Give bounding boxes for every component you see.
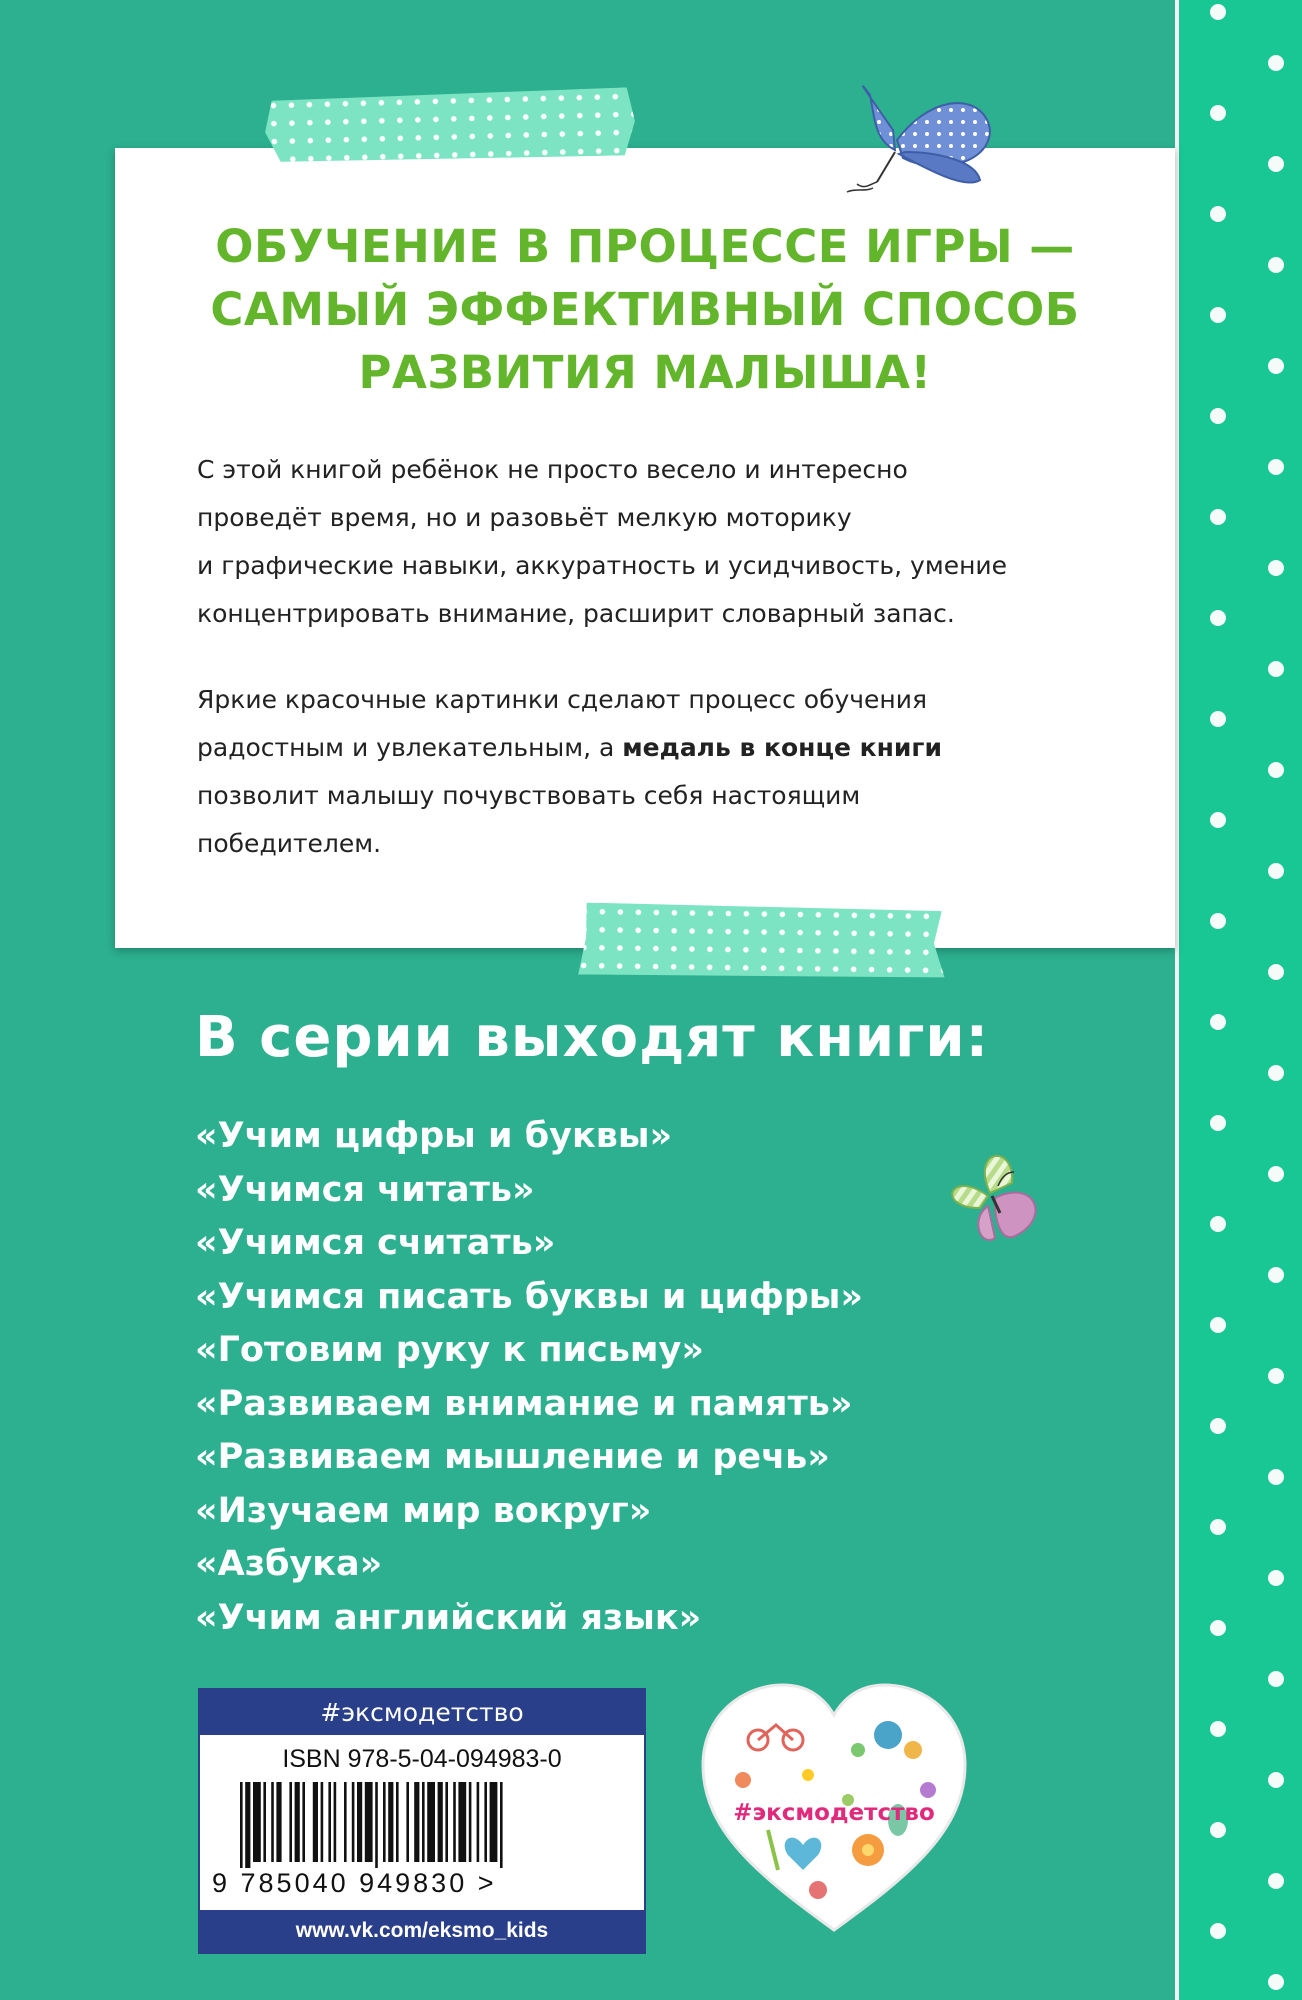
spine-dot <box>1268 863 1284 879</box>
spine-dot <box>1210 711 1226 727</box>
barcode-bar <box>344 1782 347 1862</box>
striped-butterfly-icon <box>940 1148 1050 1253</box>
barcode-bar <box>240 1782 243 1868</box>
tape-top <box>264 87 636 165</box>
heart-badge-icon <box>698 1680 970 1942</box>
spine-dot <box>1210 1216 1226 1232</box>
barcode-bar <box>422 1782 425 1862</box>
barcode-bar <box>427 1782 435 1862</box>
spine-dot <box>1268 964 1284 980</box>
barcode-bar <box>414 1782 419 1862</box>
spine-dot <box>1268 1065 1284 1081</box>
paragraph-line: проведёт время, но и разовьёт мелкую моторику <box>197 503 852 532</box>
headline <box>115 215 1175 404</box>
paragraph-bold-text: медаль в конце книги <box>622 733 942 762</box>
book-title: «Развиваем мышление и речь» <box>195 1437 830 1477</box>
headline-line: САМЫЙ ЭФФЕКТИВНЫЙ СПОСОБ <box>210 283 1080 336</box>
barcode-hashtag: #эксмодетство <box>200 1690 644 1735</box>
spine-dot <box>1268 358 1284 374</box>
blue-butterfly-icon <box>825 80 995 205</box>
barcode-bar <box>406 1782 409 1862</box>
barcode-bar <box>328 1782 331 1862</box>
barcode-bar <box>388 1782 393 1862</box>
barcode-bar <box>445 1782 448 1862</box>
barcode-bar <box>271 1782 274 1862</box>
paragraph-text: радостным и увлекательным, а <box>197 733 623 762</box>
barcode-bar <box>396 1782 399 1862</box>
tape-bottom <box>575 902 946 979</box>
barcode-icon <box>240 1782 610 1868</box>
book-title: «Учимся читать» <box>195 1169 535 1210</box>
barcode-bar <box>276 1782 281 1862</box>
barcode-bar <box>263 1782 266 1862</box>
spine-dot <box>1268 1368 1284 1384</box>
barcode-bar <box>289 1782 292 1862</box>
spine-dot <box>1268 1671 1284 1687</box>
book-title: «Учимся писать буквы и цифры» <box>195 1276 864 1317</box>
book-list <box>195 1110 863 1645</box>
barcode-bar <box>253 1782 261 1862</box>
book-title: «Азбука» <box>195 1544 383 1584</box>
spine-dot <box>1268 1267 1284 1283</box>
paragraph-line: победителем. <box>197 829 382 858</box>
spine-dot <box>1210 812 1226 828</box>
spine-dot <box>1210 1115 1226 1131</box>
spine-dot <box>1210 4 1226 20</box>
spine-dot <box>1268 55 1284 71</box>
paragraph-line <box>197 724 1077 772</box>
barcode-bar <box>469 1782 472 1862</box>
spine-dot <box>1210 206 1226 222</box>
barcode-bar <box>245 1782 250 1868</box>
spine-dot <box>1210 913 1226 929</box>
book-title: «Изучаем мир вокруг» <box>195 1490 652 1531</box>
description-paragraph-1 <box>197 446 1077 638</box>
barcode-bar <box>500 1782 503 1868</box>
headline-line: ОБУЧЕНИЕ В ПРОЦЕССЕ ИГРЫ — <box>215 220 1075 273</box>
spine-dot <box>1268 156 1284 172</box>
headline-line: РАЗВИТИЯ МАЛЫША! <box>358 346 932 399</box>
spine-dot <box>1268 1873 1284 1889</box>
paragraph-line: концентрировать внимание, расширит словарный запас. <box>197 599 955 628</box>
barcode-bar <box>477 1782 480 1862</box>
spine-dot <box>1268 1974 1284 1990</box>
barcode-bar <box>375 1782 378 1868</box>
spine-dot <box>1268 1570 1284 1586</box>
barcode-bar <box>302 1782 305 1862</box>
spine-dot <box>1268 1469 1284 1485</box>
spine-dot <box>1268 1166 1284 1182</box>
paragraph-line: Яркие красочные картинки сделают процесс обучения <box>197 685 928 714</box>
paragraph-line: позволит малышу почувствовать себя настоящим <box>197 781 861 810</box>
barcode-bar <box>484 1782 487 1862</box>
paragraph-line: С этой книгой ребёнок не просто весело и интересно <box>197 455 908 484</box>
spine-dot <box>1268 661 1284 677</box>
barcode-bar <box>352 1782 355 1862</box>
spine-dot <box>1210 105 1226 121</box>
book-title: «Готовим руку к письму» <box>195 1330 704 1370</box>
barcode-bar <box>453 1782 456 1862</box>
spine-dot <box>1268 257 1284 273</box>
barcode-bar <box>458 1782 466 1862</box>
book-title: «Учим английский язык» <box>195 1597 702 1638</box>
website-url: www.vk.com/eksmo_kids <box>200 1910 644 1952</box>
barcode-bar <box>438 1782 443 1862</box>
spine-dot <box>1210 1418 1226 1434</box>
spine-dot <box>1268 459 1284 475</box>
spine-dot <box>1210 1519 1226 1535</box>
spine-dot <box>1210 408 1226 424</box>
barcode-panel <box>198 1688 646 1954</box>
spine-dot <box>1210 1620 1226 1636</box>
barcode-bar <box>357 1782 362 1862</box>
barcode-bar <box>295 1782 300 1862</box>
polka-dot-spine <box>1179 0 1302 2000</box>
spine-dot <box>1210 610 1226 626</box>
spine-dot <box>1210 1014 1226 1030</box>
barcode-bar <box>383 1782 386 1862</box>
book-title: «Развиваем внимание и память» <box>195 1383 853 1424</box>
spine-dot <box>1210 307 1226 323</box>
spine-dot <box>1210 1923 1226 1939</box>
spine-dot <box>1210 1721 1226 1737</box>
spine-dot <box>1268 1772 1284 1788</box>
barcode-bar <box>321 1782 324 1862</box>
description-paragraph-2 <box>197 676 1077 868</box>
barcode-bar <box>490 1782 498 1862</box>
spine-dot <box>1210 509 1226 525</box>
book-title: «Учим цифры и буквы» <box>195 1116 673 1156</box>
series-title: В серии выходят книги: <box>195 1005 990 1070</box>
book-title: «Учимся считать» <box>195 1223 556 1263</box>
paragraph-line: и графические навыки, аккуратность и усидчивость, умение <box>197 551 1008 580</box>
isbn-text: ISBN 978-5-04-094983-0 <box>282 1745 562 1773</box>
heart-hashtag: #эксмодетство <box>733 1800 935 1826</box>
spine-dot <box>1268 560 1284 576</box>
barcode-bar <box>365 1782 373 1862</box>
barcode-digits: 9 785040 949830 > <box>212 1868 497 1898</box>
spine-dot <box>1210 1822 1226 1838</box>
spine-dot <box>1268 762 1284 778</box>
spine-dot <box>1210 1317 1226 1333</box>
barcode-bar <box>313 1782 318 1862</box>
barcode-bar <box>334 1782 337 1862</box>
